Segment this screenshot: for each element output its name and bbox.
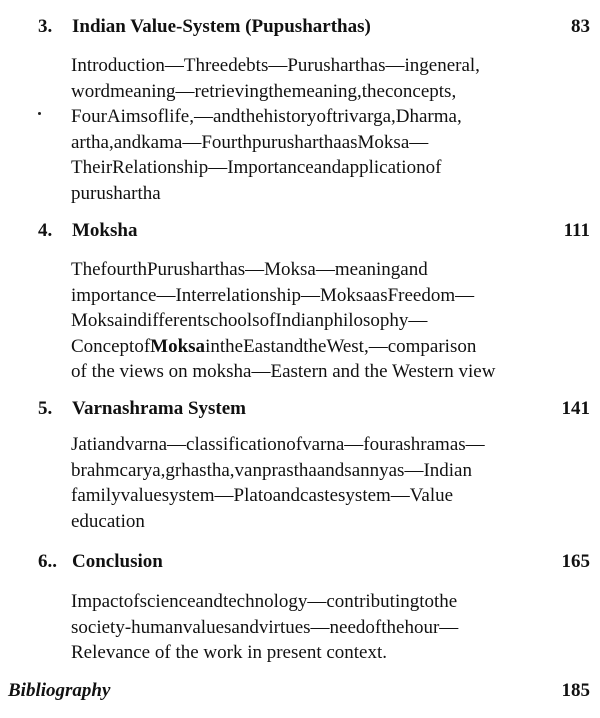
description-word: different <box>137 310 203 331</box>
description-word: the <box>434 591 458 612</box>
description-line <box>71 79 533 105</box>
description-word: importance—Interrelationship—Moksa <box>71 284 372 306</box>
description-word: Introduction—Three <box>71 55 229 76</box>
description-word: and <box>275 335 304 357</box>
description-word: debts—Purusharthas—in <box>228 55 420 76</box>
description-word: schools <box>202 310 260 331</box>
description-word: as <box>341 131 358 153</box>
chapter-title: Conclusion <box>72 551 163 572</box>
description-word: purushartha <box>252 131 342 153</box>
description-word: and <box>97 434 125 455</box>
description-line: education <box>71 510 145 532</box>
description-line <box>71 308 533 334</box>
description-word: the <box>361 80 385 102</box>
description-word: system—Plato <box>161 485 273 506</box>
description-line <box>71 155 533 181</box>
chapter-title: Indian Value-System (Pupusharthas) <box>72 16 371 37</box>
description-word: and <box>316 459 345 481</box>
chapter-6 <box>0 547 600 663</box>
description-word: technology—contributing <box>222 591 420 612</box>
description-word: Dharma, <box>395 106 462 127</box>
description-word: life,—and <box>163 106 241 127</box>
description-line <box>71 615 533 641</box>
description-line <box>71 432 533 458</box>
description-line <box>71 458 533 484</box>
description-word: Moksa <box>150 335 206 357</box>
description-line <box>71 130 533 156</box>
description-word: of <box>123 591 140 612</box>
description-word: history <box>263 106 317 127</box>
description-word: Moksa— <box>357 131 429 153</box>
bibliography-entry <box>0 676 600 706</box>
description-line <box>71 334 533 360</box>
description-word: Freedom— <box>387 284 475 306</box>
description-word: The <box>71 259 101 280</box>
chapter-page-number: 165 <box>561 551 590 572</box>
description-word: family <box>71 485 121 506</box>
description-line <box>71 589 533 615</box>
description-word: of <box>425 157 442 178</box>
description-word: science <box>139 591 196 612</box>
description-word: trivarga, <box>332 106 396 127</box>
description-word: of <box>259 310 276 331</box>
description-line: purushartha <box>71 182 161 204</box>
description-word: brahmcarya, <box>71 459 166 481</box>
chapter-number: 3. <box>38 16 53 37</box>
description-word: of <box>286 434 303 455</box>
chapter-heading <box>0 547 600 577</box>
description-word: kama—Fourth <box>141 131 252 153</box>
description-word: meaning—retrieving <box>110 80 269 102</box>
description-word: fourth <box>100 259 147 280</box>
description-line <box>71 483 533 509</box>
description-word: and <box>195 591 223 612</box>
bibliography-page-number: 185 <box>561 680 590 701</box>
chapter-description <box>71 432 533 534</box>
description-word: of <box>365 616 382 638</box>
description-word: of <box>148 106 164 127</box>
description-word: Jati <box>71 434 98 455</box>
description-word: Impact <box>71 591 124 612</box>
description-word: values <box>182 616 232 638</box>
chapter-5 <box>0 394 600 532</box>
description-line <box>71 104 533 130</box>
chapter-heading <box>0 12 600 42</box>
description-word: West,—comparison <box>326 335 477 357</box>
description-word: in <box>205 335 220 357</box>
description-word: East <box>243 335 276 357</box>
description-word: the <box>240 106 264 127</box>
description-word: application <box>341 157 426 178</box>
description-word: society-human <box>71 616 183 638</box>
chapter-heading <box>0 394 600 424</box>
description-word: virtues—need <box>258 616 366 638</box>
description-word: Relationship—Importance <box>112 157 314 178</box>
description-word: concepts, <box>384 80 457 102</box>
chapter-page-number: 141 <box>561 398 590 419</box>
chapter-page-number: 83 <box>571 16 590 37</box>
description-word: vanprastha <box>234 459 317 481</box>
chapter-description <box>71 257 533 385</box>
description-word: Purusharthas—Moksa—meaning <box>146 259 401 280</box>
description-word: to <box>419 591 435 612</box>
description-word: Aims <box>106 106 149 127</box>
description-line <box>71 53 533 79</box>
description-word: and <box>272 485 301 506</box>
description-word: of <box>134 335 151 357</box>
description-word: and <box>113 131 142 153</box>
description-word: meaning, <box>291 80 362 102</box>
chapter-number: 4. <box>38 220 53 241</box>
description-word: artha, <box>71 131 114 153</box>
description-word: grhastha, <box>165 459 235 481</box>
description-word: ashramas— <box>394 434 485 455</box>
chapter-number: 5. <box>38 398 53 419</box>
description-word: the <box>303 335 327 357</box>
description-word: Indian <box>275 310 324 331</box>
description-word: philosophy— <box>323 310 428 331</box>
description-word: value <box>120 485 162 506</box>
description-word: the <box>219 335 244 357</box>
description-word: Their <box>71 157 113 178</box>
description-word: system—Value <box>338 485 454 506</box>
description-word: sannyas—Indian <box>344 459 472 481</box>
description-word: and <box>400 259 428 280</box>
stray-mark <box>38 112 41 115</box>
chapter-description <box>71 589 533 666</box>
chapter-4 <box>0 216 600 382</box>
description-word: of <box>316 106 333 127</box>
description-word: in <box>122 310 138 331</box>
description-line: Relevance of the work in present context. <box>71 642 388 663</box>
chapter-title: Moksha <box>72 220 138 241</box>
description-word: word <box>71 80 111 102</box>
description-word: the <box>381 616 405 638</box>
description-word: hour— <box>404 616 459 638</box>
description-word: general, <box>419 55 480 76</box>
description-line <box>71 257 533 283</box>
chapter-heading <box>0 216 600 246</box>
description-word: Moksa <box>71 310 123 331</box>
chapter-number: 6.. <box>38 551 57 572</box>
chapter-title: Varnashrama System <box>72 398 246 419</box>
chapter-page-number: 111 <box>563 220 590 241</box>
description-word: varna—classification <box>124 434 287 455</box>
description-word: as <box>371 284 388 306</box>
chapter-description <box>71 53 533 206</box>
description-line: of the views on moksha—Eastern and the Western view <box>71 361 496 382</box>
bibliography-title: Bibliography <box>8 680 111 701</box>
description-word: Concept <box>71 335 135 357</box>
description-line <box>71 283 533 309</box>
description-word: the <box>268 80 292 102</box>
description-word: caste <box>300 485 339 506</box>
description-word: varna—four <box>302 434 395 455</box>
description-word: Four <box>71 106 107 127</box>
description-word: and <box>231 616 259 638</box>
chapter-3 <box>0 12 600 204</box>
description-word: and <box>313 157 342 178</box>
